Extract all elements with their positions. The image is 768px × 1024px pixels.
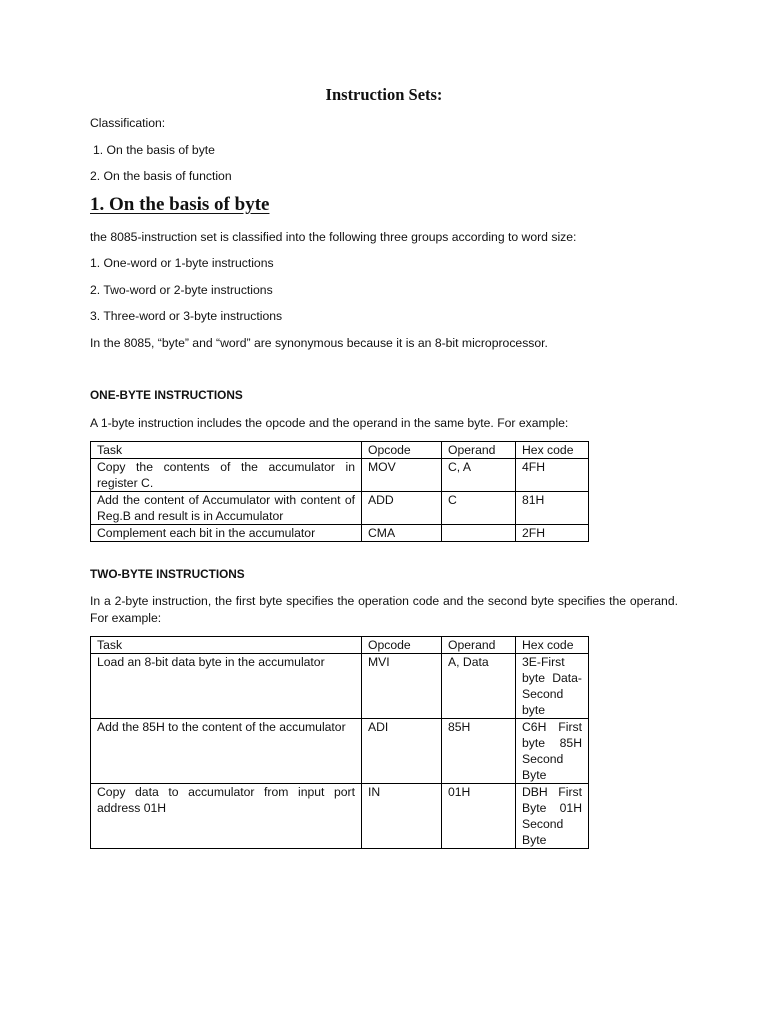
table-cell: MOV bbox=[362, 459, 442, 492]
table-row bbox=[91, 719, 589, 784]
table-row bbox=[91, 784, 589, 849]
table-cell: Add the content of Accumulator with content of Reg.B and result is in Accumulator bbox=[91, 492, 362, 525]
classification-item: 2. On the basis of function bbox=[90, 169, 232, 183]
table-header-row bbox=[91, 637, 589, 654]
classification-label: Classification: bbox=[90, 116, 166, 130]
table-cell: ADI bbox=[362, 719, 442, 784]
one-byte-table bbox=[90, 441, 589, 542]
table-cell: Add the 85H to the content of the accumulator bbox=[91, 719, 362, 784]
table-cell: Load an 8-bit data byte in the accumulator bbox=[91, 654, 362, 719]
two-byte-heading: TWO-BYTE INSTRUCTIONS bbox=[90, 567, 245, 581]
table-cell: IN bbox=[362, 784, 442, 849]
table-cell: ADD bbox=[362, 492, 442, 525]
table-cell: C bbox=[442, 492, 516, 525]
table-cell: 81H bbox=[516, 492, 589, 525]
table-cell: A, Data bbox=[442, 654, 516, 719]
section-note: In the 8085, “byte” and “word” are synonymous because it is an 8-bit microprocessor. bbox=[90, 336, 548, 350]
table-cell: Copy data to accumulator from input port address 01H bbox=[91, 784, 362, 849]
column-header: Hex code bbox=[516, 442, 589, 459]
table-cell: MVI bbox=[362, 654, 442, 719]
table-cell: Complement each bit in the accumulator bbox=[91, 525, 362, 542]
document-title: Instruction Sets: bbox=[325, 85, 443, 104]
table-cell: 4FH bbox=[516, 459, 589, 492]
table-cell: C6H First byte 85H Second Byte bbox=[516, 719, 589, 784]
column-header: Operand bbox=[442, 637, 516, 654]
classification-item: 1. On the basis of byte bbox=[93, 143, 215, 157]
section-intro: the 8085-instruction set is classified into the following three groups according to word size: bbox=[90, 230, 577, 244]
one-byte-description: A 1-byte instruction includes the opcode and the operand in the same byte. For example: bbox=[90, 416, 569, 430]
table-row bbox=[91, 654, 589, 719]
column-header: Task bbox=[91, 637, 362, 654]
column-header: Task bbox=[91, 442, 362, 459]
table-cell: DBH First Byte 01H Second Byte bbox=[516, 784, 589, 849]
column-header: Opcode bbox=[362, 442, 442, 459]
table-row bbox=[91, 525, 589, 542]
column-header: Hex code bbox=[516, 637, 589, 654]
table-row bbox=[91, 459, 589, 492]
table-cell: 01H bbox=[442, 784, 516, 849]
table-cell: 85H bbox=[442, 719, 516, 784]
table-cell: Copy the contents of the accumulator in register C. bbox=[91, 459, 362, 492]
table-cell: CMA bbox=[362, 525, 442, 542]
one-byte-heading: ONE-BYTE INSTRUCTIONS bbox=[90, 388, 243, 402]
two-byte-description: In a 2-byte instruction, the first byte specifies the operation code and the second byte specifies the operand. For example: bbox=[90, 594, 678, 625]
column-header: Operand bbox=[442, 442, 516, 459]
column-header: Opcode bbox=[362, 637, 442, 654]
group-item: 2. Two-word or 2-byte instructions bbox=[90, 283, 273, 297]
table-cell: C, A bbox=[442, 459, 516, 492]
group-item: 3. Three-word or 3-byte instructions bbox=[90, 309, 283, 323]
table-cell: 2FH bbox=[516, 525, 589, 542]
table-header-row bbox=[91, 442, 589, 459]
table-row bbox=[91, 492, 589, 525]
table-cell: 3E-First byte Data-Second byte bbox=[516, 654, 589, 719]
two-byte-table bbox=[90, 636, 589, 849]
table-cell bbox=[442, 525, 516, 542]
section-heading: 1. On the basis of byte bbox=[90, 194, 270, 215]
group-item: 1. One-word or 1-byte instructions bbox=[90, 256, 274, 270]
